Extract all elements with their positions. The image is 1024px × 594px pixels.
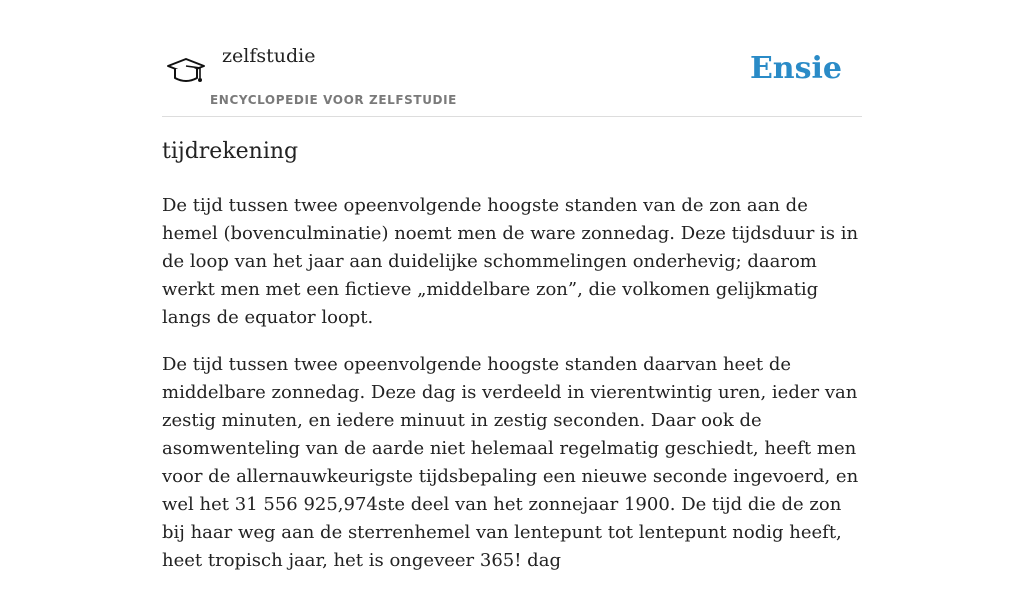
article-paragraph-2: De tijd tussen twee opeenvolgende hoogste standen daarvan heet de middelbare zonnedag. Deze dag is verdeeld in vierentwintig uren, ieder van zestig minuten, en iedere minuut in zestig seconden. Daar ook de asomwenteling van de aarde niet helemaal regelmatig geschiedt, heeft men voor de allernauwkeurigste tijdsbepaling een nieuwe seconde ingevoerd, en wel het 31 556 925,974ste deel van het zonnejaar 1900. De tijd die de zon bij haar weg aan de sterrenhemel van lentepunt tot lentepunt nodig heeft, heet tropisch jaar, het is ongeveer 365! dag [162, 354, 859, 571]
graduation-cap-icon[interactable] [166, 52, 206, 92]
site-name-link[interactable]: zelfstudie [222, 45, 316, 67]
site-tagline: ENCYCLOPEDIE VOOR ZELFSTUDIE [210, 93, 457, 107]
site-header [162, 0, 862, 117]
ensie-brand-link[interactable]: Ensie [749, 51, 842, 86]
article-body [162, 192, 862, 594]
page [162, 0, 862, 571]
article-paragraph-1: De tijd tussen twee opeenvolgende hoogste standen van de zon aan de hemel (bovenculminatie) noemt men de ware zonnedag. Deze tijdsduur is in de loop van het jaar aan duidelijke schommelingen onderhevig; daarom werkt men met een fictieve „middelbare zon”, die volkomen gelijkmatig langs de equator loopt. [162, 195, 859, 328]
article-title: tijdrekening [162, 139, 299, 164]
